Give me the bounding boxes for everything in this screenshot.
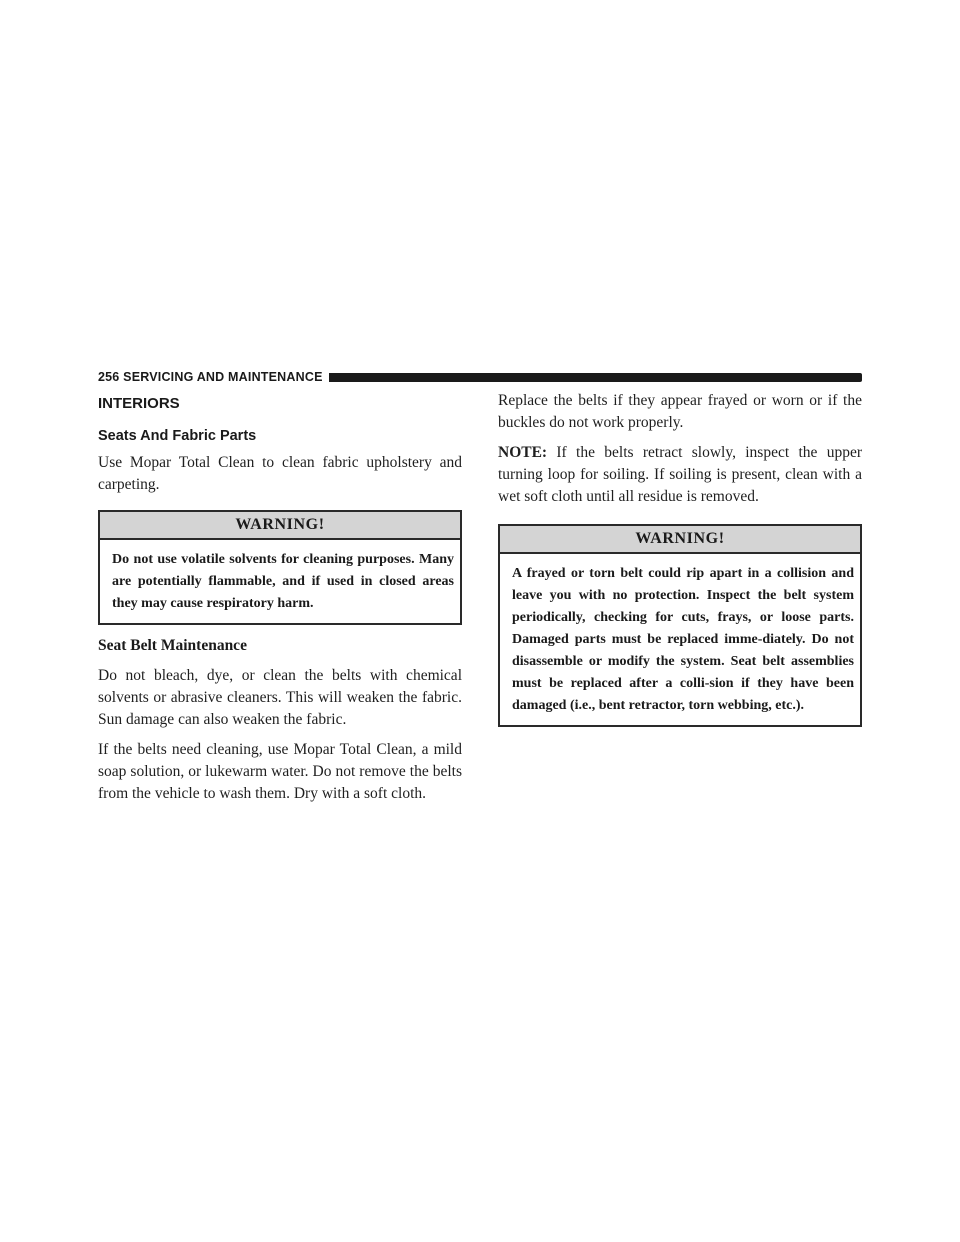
header-rule [329, 373, 862, 382]
page-number: 256 [98, 370, 120, 384]
note-paragraph [498, 442, 862, 508]
section-title: SERVICING AND MAINTENANCE [123, 370, 323, 384]
warning-title: WARNING! [500, 526, 860, 554]
subheading-seats: Seats And Fabric Parts [98, 428, 257, 444]
paragraph-bleach: Do not bleach, dye, or clean the belts with chemical solvents or abrasive cleaners. This will weaken the fabric. Sun damage can also weaken the fabric. [98, 667, 462, 728]
section-heading: INTERIORS [98, 395, 180, 412]
left-column [98, 390, 462, 805]
right-column [498, 390, 862, 727]
warning-box-solvents [98, 510, 462, 625]
page-header-label [98, 370, 323, 384]
seatbelt-heading: Seat Belt Maintenance [98, 637, 247, 654]
paragraph-replace: Replace the belts if they appear frayed or worn or if the buckles do not work properly. [498, 392, 862, 431]
note-label: NOTE: [498, 444, 548, 461]
note-text: If the belts retract slowly, inspect the upper turning loop for soiling. If soiling is present, clean with a wet soft cloth until all residue is removed. [498, 444, 862, 505]
page-header [98, 369, 862, 385]
warning-body: Do not use volatile solvents for cleaning purposes. Many are potentially flammable, and if used in closed areas they may cause respiratory harm. [112, 552, 454, 611]
paragraph-cleaning: If the belts need cleaning, use Mopar Total Clean, a mild soap solution, or lukewarm water. Do not remove the belts from the vehicle to wash them. Dry with a soft cloth. [98, 741, 462, 802]
paragraph-fabric: Use Mopar Total Clean to clean fabric upholstery and carpeting. [98, 454, 462, 493]
warning-body: A frayed or torn belt could rip apart in a collision and leave you with no protection. Inspect the belt system periodically, checking for cuts, frays, or loose parts. Damaged parts must be replaced imme-diately. Do not disassemble or modify the system. Seat belt assemblies must be replaced after a colli-sion if they have been damaged (i.e., bent retractor, torn webbing, etc.). [512, 566, 854, 713]
warning-title: WARNING! [100, 512, 460, 540]
warning-box-belt [498, 524, 862, 727]
